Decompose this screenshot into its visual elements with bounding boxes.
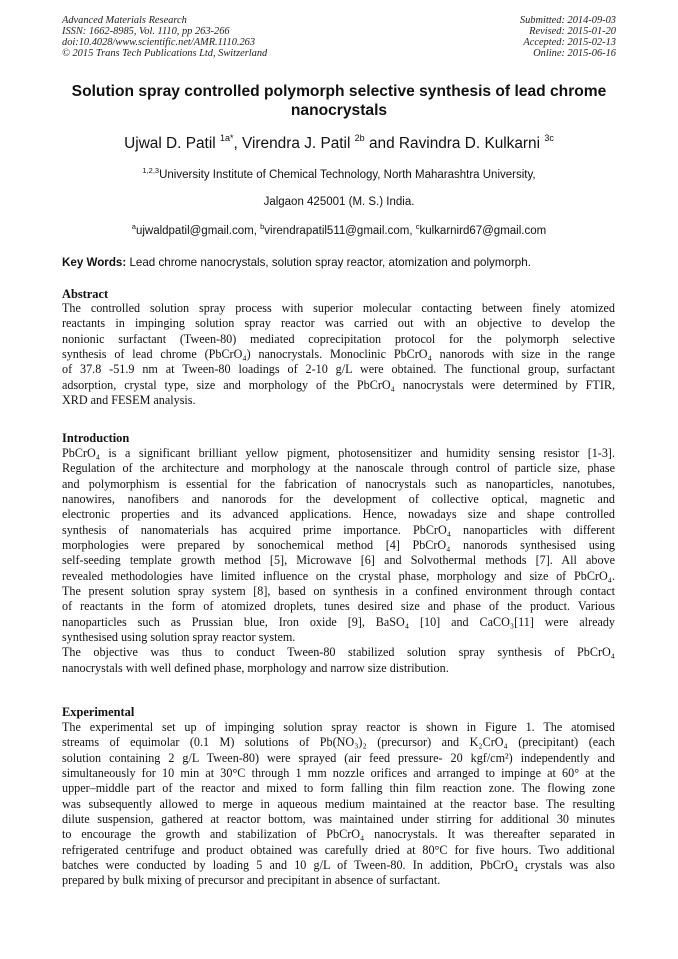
author-list <box>20 134 658 154</box>
date-revised: Revised: 2015-01-20 <box>529 26 616 37</box>
affiliation-text: Jalgaon 425001 (M. S.) India. <box>263 196 415 208</box>
text-line: simultaneously for 10 min at 30°C through 1 mm nozzle orifices and arranged to impinge at 60° at the <box>62 766 615 781</box>
paper-title-line: nanocrystals <box>290 102 388 119</box>
text-line: The present solution spray system [8], based on synthesis in a confined environment through contact <box>62 584 615 599</box>
abstract-body <box>62 301 615 408</box>
email-address: virendrapatil511@gmail.com, <box>264 225 416 237</box>
text-line: electronic properties and its advanced applications. Hence, nowadays size and shape controlled <box>62 507 615 522</box>
journal-header <box>62 15 267 59</box>
experimental-heading: Experimental <box>62 705 135 719</box>
journal-issn: ISSN: 1662-8985, Vol. 1110, pp 263-266 <box>62 26 230 37</box>
keywords-text: Lead chrome nanocrystals, solution spray reactor, atomization and polymorph. <box>126 256 531 269</box>
text-line: batches were conducted by loading 5 and 10 g/L of Tween-80. In addition, PbCrO₄ crystals was also <box>62 858 615 873</box>
introduction-body <box>62 446 615 676</box>
text-line: dilute suspension, gathered at reactor bottom, was maintained under stirring for additional 30 minutes <box>62 812 615 827</box>
text-line: prepared by bulk mixing of precursor and precipitant in absence of surfactant. <box>62 873 441 888</box>
author-affiliation-mark: 3c <box>544 133 554 143</box>
email-list <box>30 224 648 238</box>
text-line: of reactants in the form of atomized droplets, tunes desired size and phase of the product. Various <box>62 599 615 614</box>
text-line: XRD and FESEM analysis. <box>62 393 196 408</box>
text-line: The objective was thus to conduct Tween-80 stabilized solution spray synthesis of PbCrO₄ <box>62 645 615 660</box>
text-line: adsorption, crystal type, size and morphology of the PbCrO₄ nanocrystals were determined by FTIR, <box>62 377 615 392</box>
affiliation-line <box>30 168 648 182</box>
text-line: revealed methodologies have limited influence on the crystal phase, morphology and size of PbCrO₄. <box>62 568 615 583</box>
text-line: to encourage the growth and stabilization of PbCrO₄ nanocrystals. It was thereafter separated in <box>62 827 615 842</box>
journal-name: Advanced Materials Research <box>62 15 187 26</box>
text-line: nanowires, nanofibers and nanorods for the development of collective optical, magnetic and <box>62 492 615 507</box>
text-line: upper–middle part of the reactor and mixed to form falling thin film reaction zone. The flowing zone <box>62 781 615 796</box>
keywords <box>62 256 622 270</box>
text-line: was subsequently allowed to merge in aqueous medium maintained at the reactor base. The resulting <box>62 796 615 811</box>
text-line: morphologies were prepared by sonochemical method [4] PbCrO₄ nanorods synthesised using <box>62 538 615 553</box>
affiliation-text: University Institute of Chemical Technology, North Maharashtra University, <box>159 169 536 181</box>
text-line: Regulation of the architecture and morphology at the nanoscale through control of particle size, phase <box>62 461 615 476</box>
text-line: synthesis of nanomaterials has acquired prime importance. PbCrO₄ nanoparticles with different <box>62 522 615 537</box>
abstract-heading: Abstract <box>62 287 109 301</box>
text-line: nanocrystals with well defined phase, morphology and narrow size distribution. <box>62 660 449 675</box>
journal-doi: doi:10.4028/www.scientific.net/AMR.1110.263 <box>62 37 256 48</box>
text-line: streams of equimolar (0.1 M) solutions of Pb(NO₃)₂ (precursor) and K₂CrO₄ (precipitant) (each <box>62 735 615 750</box>
text-line: solution containing 2 g/L Tween-80) were sprayed (air feed pressure- 20 kgf/cm²) independently and <box>62 750 615 765</box>
text-line: The experimental set up of impinging solution spray reactor is shown in Figure 1. The atomised <box>62 720 615 734</box>
text-line: and polymorphism is essential for the fabrication of nanocrystals such as nanoparticles, nanotubes, <box>62 476 615 491</box>
date-accepted: Accepted: 2015-02-13 <box>523 37 616 48</box>
text-line: nanoparticles such as Prussian blue, Iron oxide [9], BaSO₄ [10] and CaCO₃[11] were already <box>62 614 615 629</box>
author-name: and Ravindra D. Kulkarni <box>364 135 545 152</box>
email-address: kulkarnird67@gmail.com <box>419 225 547 237</box>
journal-copyright: © 2015 Trans Tech Publications Ltd, Switzerland <box>62 48 268 59</box>
author-name: Ujwal D. Patil <box>124 135 220 152</box>
email-mark: b <box>260 222 265 231</box>
affiliation-mark: 1,2,3 <box>142 166 160 175</box>
dates-header <box>520 15 616 59</box>
affiliation-line <box>30 195 648 209</box>
paper-title-line: Solution spray controlled polymorph selective synthesis of lead chrome <box>71 83 607 100</box>
text-line: The controlled solution spray process with superior molecular contacting between finely atomized <box>62 301 615 315</box>
paper-title <box>40 82 638 120</box>
date-submitted: Submitted: 2014-09-03 <box>519 15 616 26</box>
text-line: synthesis of lead chrome (PbCrO₄) nanocrystals. Monoclinic PbCrO₄ nanorods with size in the range <box>62 347 615 362</box>
experimental-body <box>62 720 615 889</box>
date-online: Online: 2015-06-16 <box>533 48 616 59</box>
text-line: self-seeding template growth method [5], Microwave [6] and Solvothermal methods [7]. All above <box>62 553 615 568</box>
text-line: PbCrO₄ is a significant brilliant yellow pigment, photosensitizer and humidity sensing resistor [1-3]. <box>62 446 615 460</box>
text-line: nonionic surfactant (Tween-80) mediated coprecipitation protocol for the polymorph selective <box>62 331 615 346</box>
email-mark: a <box>131 222 136 231</box>
author-affiliation-mark: 2b <box>354 133 365 143</box>
text-line: refrigerated centrifuge and product obtained was carefully dried at 80°C for five hours. Two additional <box>62 842 615 857</box>
author-name: , Virendra J. Patil <box>233 135 355 152</box>
introduction-heading: Introduction <box>62 431 130 445</box>
text-line: synthesised using solution spray reactor system. <box>62 630 296 645</box>
text-line: of 37.8 -51.9 nm at Tween-80 loadings of 2-10 g/L were obtained. The functional group, surfactant <box>62 362 615 377</box>
email-address: ujwaldpatil@gmail.com, <box>135 225 261 237</box>
keywords-label: Key Words: <box>62 256 127 269</box>
author-affiliation-mark: 1a* <box>219 133 234 143</box>
email-mark: c <box>415 222 420 231</box>
text-line: reactants in impinging solution spray reactor was carried out with an objective to develop the <box>62 316 615 331</box>
